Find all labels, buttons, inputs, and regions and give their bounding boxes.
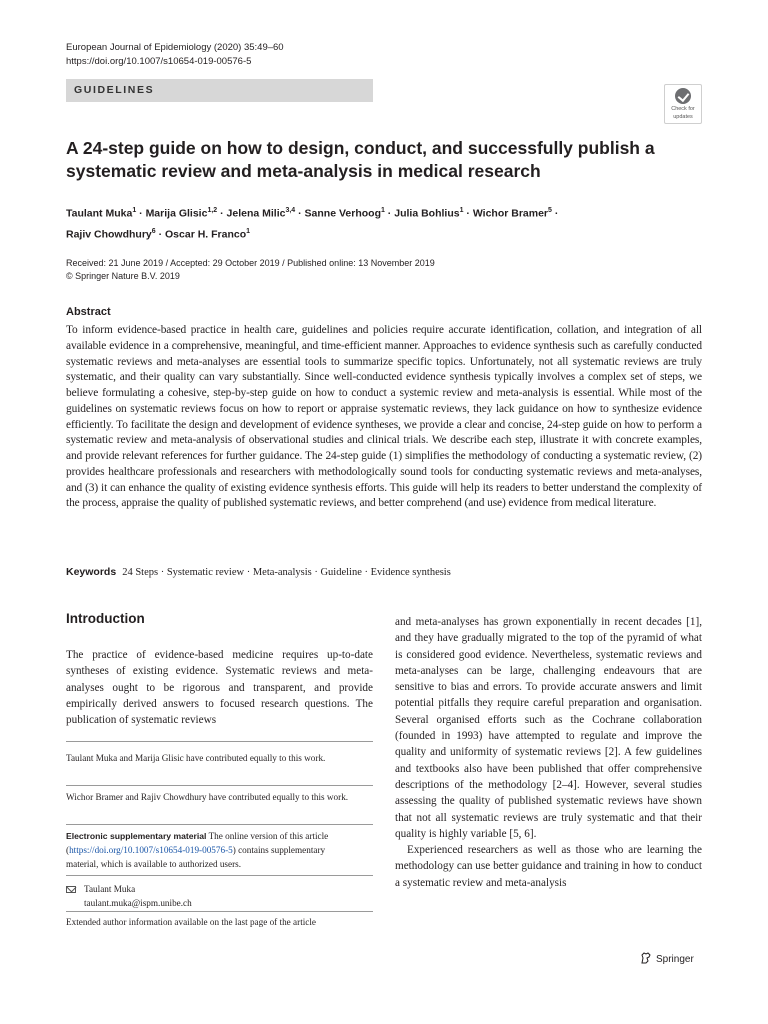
author-affiliation: 1 bbox=[380, 207, 385, 214]
article-title: A 24-step guide on how to design, conduct, and successfully publish a systematic review and meta-analysis in medical research bbox=[66, 138, 655, 181]
esm-text-end: ) contains supplementary material, which is available to authorized users. bbox=[66, 845, 326, 869]
introduction-right-column bbox=[395, 614, 702, 891]
footnote-extended-author-info: Extended author information available on the last page of the article bbox=[66, 917, 317, 927]
abstract-heading: Abstract bbox=[66, 306, 111, 318]
esm-label: Electronic supplementary material bbox=[66, 831, 207, 841]
author-affiliation: 5 bbox=[548, 207, 552, 214]
springer-horse-icon bbox=[640, 952, 652, 964]
badge-line-2: updates bbox=[673, 114, 693, 120]
esm-doi-link[interactable]: https://doi.org/10.1007/s10654-019-00576-5 bbox=[69, 845, 233, 855]
dates-line: Received: 21 June 2019 / Accepted: 29 October 2019 / Published online: 13 November 2019 bbox=[66, 258, 435, 268]
introduction-left-column: The practice of evidence-based medicine requires up-to-date syntheses of existing evidence. Systematic reviews and meta-analyses ought to be rigorous and transparent, and provide empirically derived answers to focused research questions. The publication of systematic reviews bbox=[66, 649, 373, 727]
publisher-name: Springer bbox=[656, 954, 694, 965]
doi-link[interactable]: https://doi.org/10.1007/s10654-019-00576-5 bbox=[66, 56, 252, 67]
badge-line-1: Check for bbox=[671, 106, 695, 112]
footnote-equal-contribution-2: Wichor Bramer and Rajiv Chowdhury have contributed equally to this work. bbox=[66, 792, 349, 802]
author-affiliation: 1 bbox=[459, 207, 464, 214]
author-affiliation: 6 bbox=[151, 227, 156, 235]
footnote-divider bbox=[66, 824, 373, 825]
publication-dates bbox=[66, 257, 435, 283]
author-list: Taulant Muka$^1$ · Marija Glisic$^{1,2}$ · Jelena Milic$^{3,4}$ · Sanne Verhoog$^1$ · Julia Bohlius$^1$ · Wichor Bramer$^5$ · Rajiv Chowdhury$^6$ · Oscar H. Franco$^1$ bbox=[66, 207, 559, 240]
author-name[interactable]: Taulant Muka bbox=[66, 207, 133, 220]
mail-icon bbox=[66, 886, 76, 893]
footnote-divider bbox=[66, 741, 373, 742]
author-name[interactable]: Rajiv Chowdhury bbox=[66, 228, 152, 240]
introduction-paragraph: Experienced researchers as well as those who are learning the methodology can use better guidance and training in how to conduct a systematic review and meta-analysis bbox=[395, 844, 702, 889]
keywords bbox=[66, 566, 451, 578]
author-name[interactable]: Jelena Milic bbox=[226, 207, 286, 220]
footnote-equal-contribution-1: Taulant Muka and Marija Glisic have contributed equally to this work. bbox=[66, 753, 326, 763]
copyright-line: © Springer Nature B.V. 2019 bbox=[66, 271, 180, 281]
footnote-divider bbox=[66, 911, 373, 912]
check-for-updates-badge[interactable] bbox=[664, 84, 702, 124]
footnote-divider bbox=[66, 785, 373, 786]
author-affiliation: 1 bbox=[132, 207, 137, 214]
section-heading-introduction: Introduction bbox=[66, 611, 145, 626]
author-name[interactable]: Oscar H. Franco bbox=[165, 228, 247, 240]
journal-citation: European Journal of Epidemiology (2020) 35:49–60 bbox=[66, 42, 284, 53]
author-name[interactable]: Wichor Bramer bbox=[472, 207, 549, 220]
author-affiliation: 3,4 bbox=[285, 207, 296, 214]
author-name[interactable]: Marija Glisic bbox=[145, 207, 208, 220]
check-icon bbox=[675, 88, 691, 104]
corresponding-author-email[interactable]: taulant.muka@ispm.unibe.ch bbox=[84, 898, 192, 908]
author-name[interactable]: Sanne Verhoog bbox=[304, 207, 381, 220]
author-affiliation: 1,2 bbox=[207, 207, 218, 214]
publisher-footer bbox=[640, 952, 694, 965]
section-label: GUIDELINES bbox=[66, 79, 373, 102]
corresponding-author-name: Taulant Muka bbox=[84, 884, 136, 894]
esm-text-start: The online version of this article ( bbox=[66, 831, 329, 855]
introduction-paragraph: and meta-analyses has grown exponentially in recent decades [1], and they have gradually migrated to the top of the pyramid of what is considered good evidence. Nevertheless, systematic reviews and meta-analyses can be large, challenging endeavours that are sensitive to bias and errors. To provide accurate answers and limit potential pitfalls they require careful preparation and organisation. Several organised efforts such as the Cochrane collaboration (founded in 1993) have attempted to regulate and improve the quality and uniformity of systematic reviews [2]. A few guidelines and textbooks also have been published that offer comprehensive descriptions of the methodology [2–4]. However, several studies assessing the quality of published systematic reviews have shown that not all systematic reviews are truly systematic and that their quality is highly variable [5, 6]. bbox=[395, 616, 702, 840]
footnote-divider bbox=[66, 875, 373, 876]
author-affiliation: 1 bbox=[246, 227, 251, 235]
keywords-list: 24 Steps · Systematic review · Meta-analysis · Guideline · Evidence synthesis bbox=[122, 567, 451, 578]
author-name[interactable]: Julia Bohlius bbox=[394, 207, 460, 220]
abstract-text: To inform evidence-based practice in health care, guidelines and policies require accurate identification, collation, and integration of all available evidence in a comprehensive, meaningful, and time-efficient manner. Approaches to evidence synthesis such as carefully conducted systematic reviews and meta-analyses are essential tools to summarize specific topics. Unfortunately, not all systematic reviews are truly systematic, and their quality can vary substantially. Since well-conducted evidence synthesis typically involves a complex set of steps, we believe formulating a cohesive, step-by-step guide on how to conduct a systemic review and meta-analysis is essential. While most of the guidelines on systematic reviews focus on how to report or appraise systematic reviews, they lack guidance on how to synthesize evidence efficiently. To facilitate the design and development of evidence syntheses, we provide a clear and concise, 24-step guide on how to perform a systematic review and meta-analysis of observational studies and clinical trials. We describe each step, illustrate it with concrete examples, and provide relevant references for further guidance. The 24-step guide (1) simplifies the methodology of conducting a systematic review, (2) provides healthcare professionals and researchers with methodologically sound tools for conducting systematic reviews and meta-analyses, and (3) it can enhance the quality of existing evidence synthesis efforts. This guide will help its readers to better understand the complexity of the process, appraise the quality of published systematic reviews, and better comprehend (and use) evidence from medical literature. bbox=[66, 324, 702, 510]
journal-header bbox=[66, 41, 284, 69]
footnote-supplementary bbox=[66, 829, 356, 871]
keywords-label: Keywords bbox=[66, 566, 117, 578]
